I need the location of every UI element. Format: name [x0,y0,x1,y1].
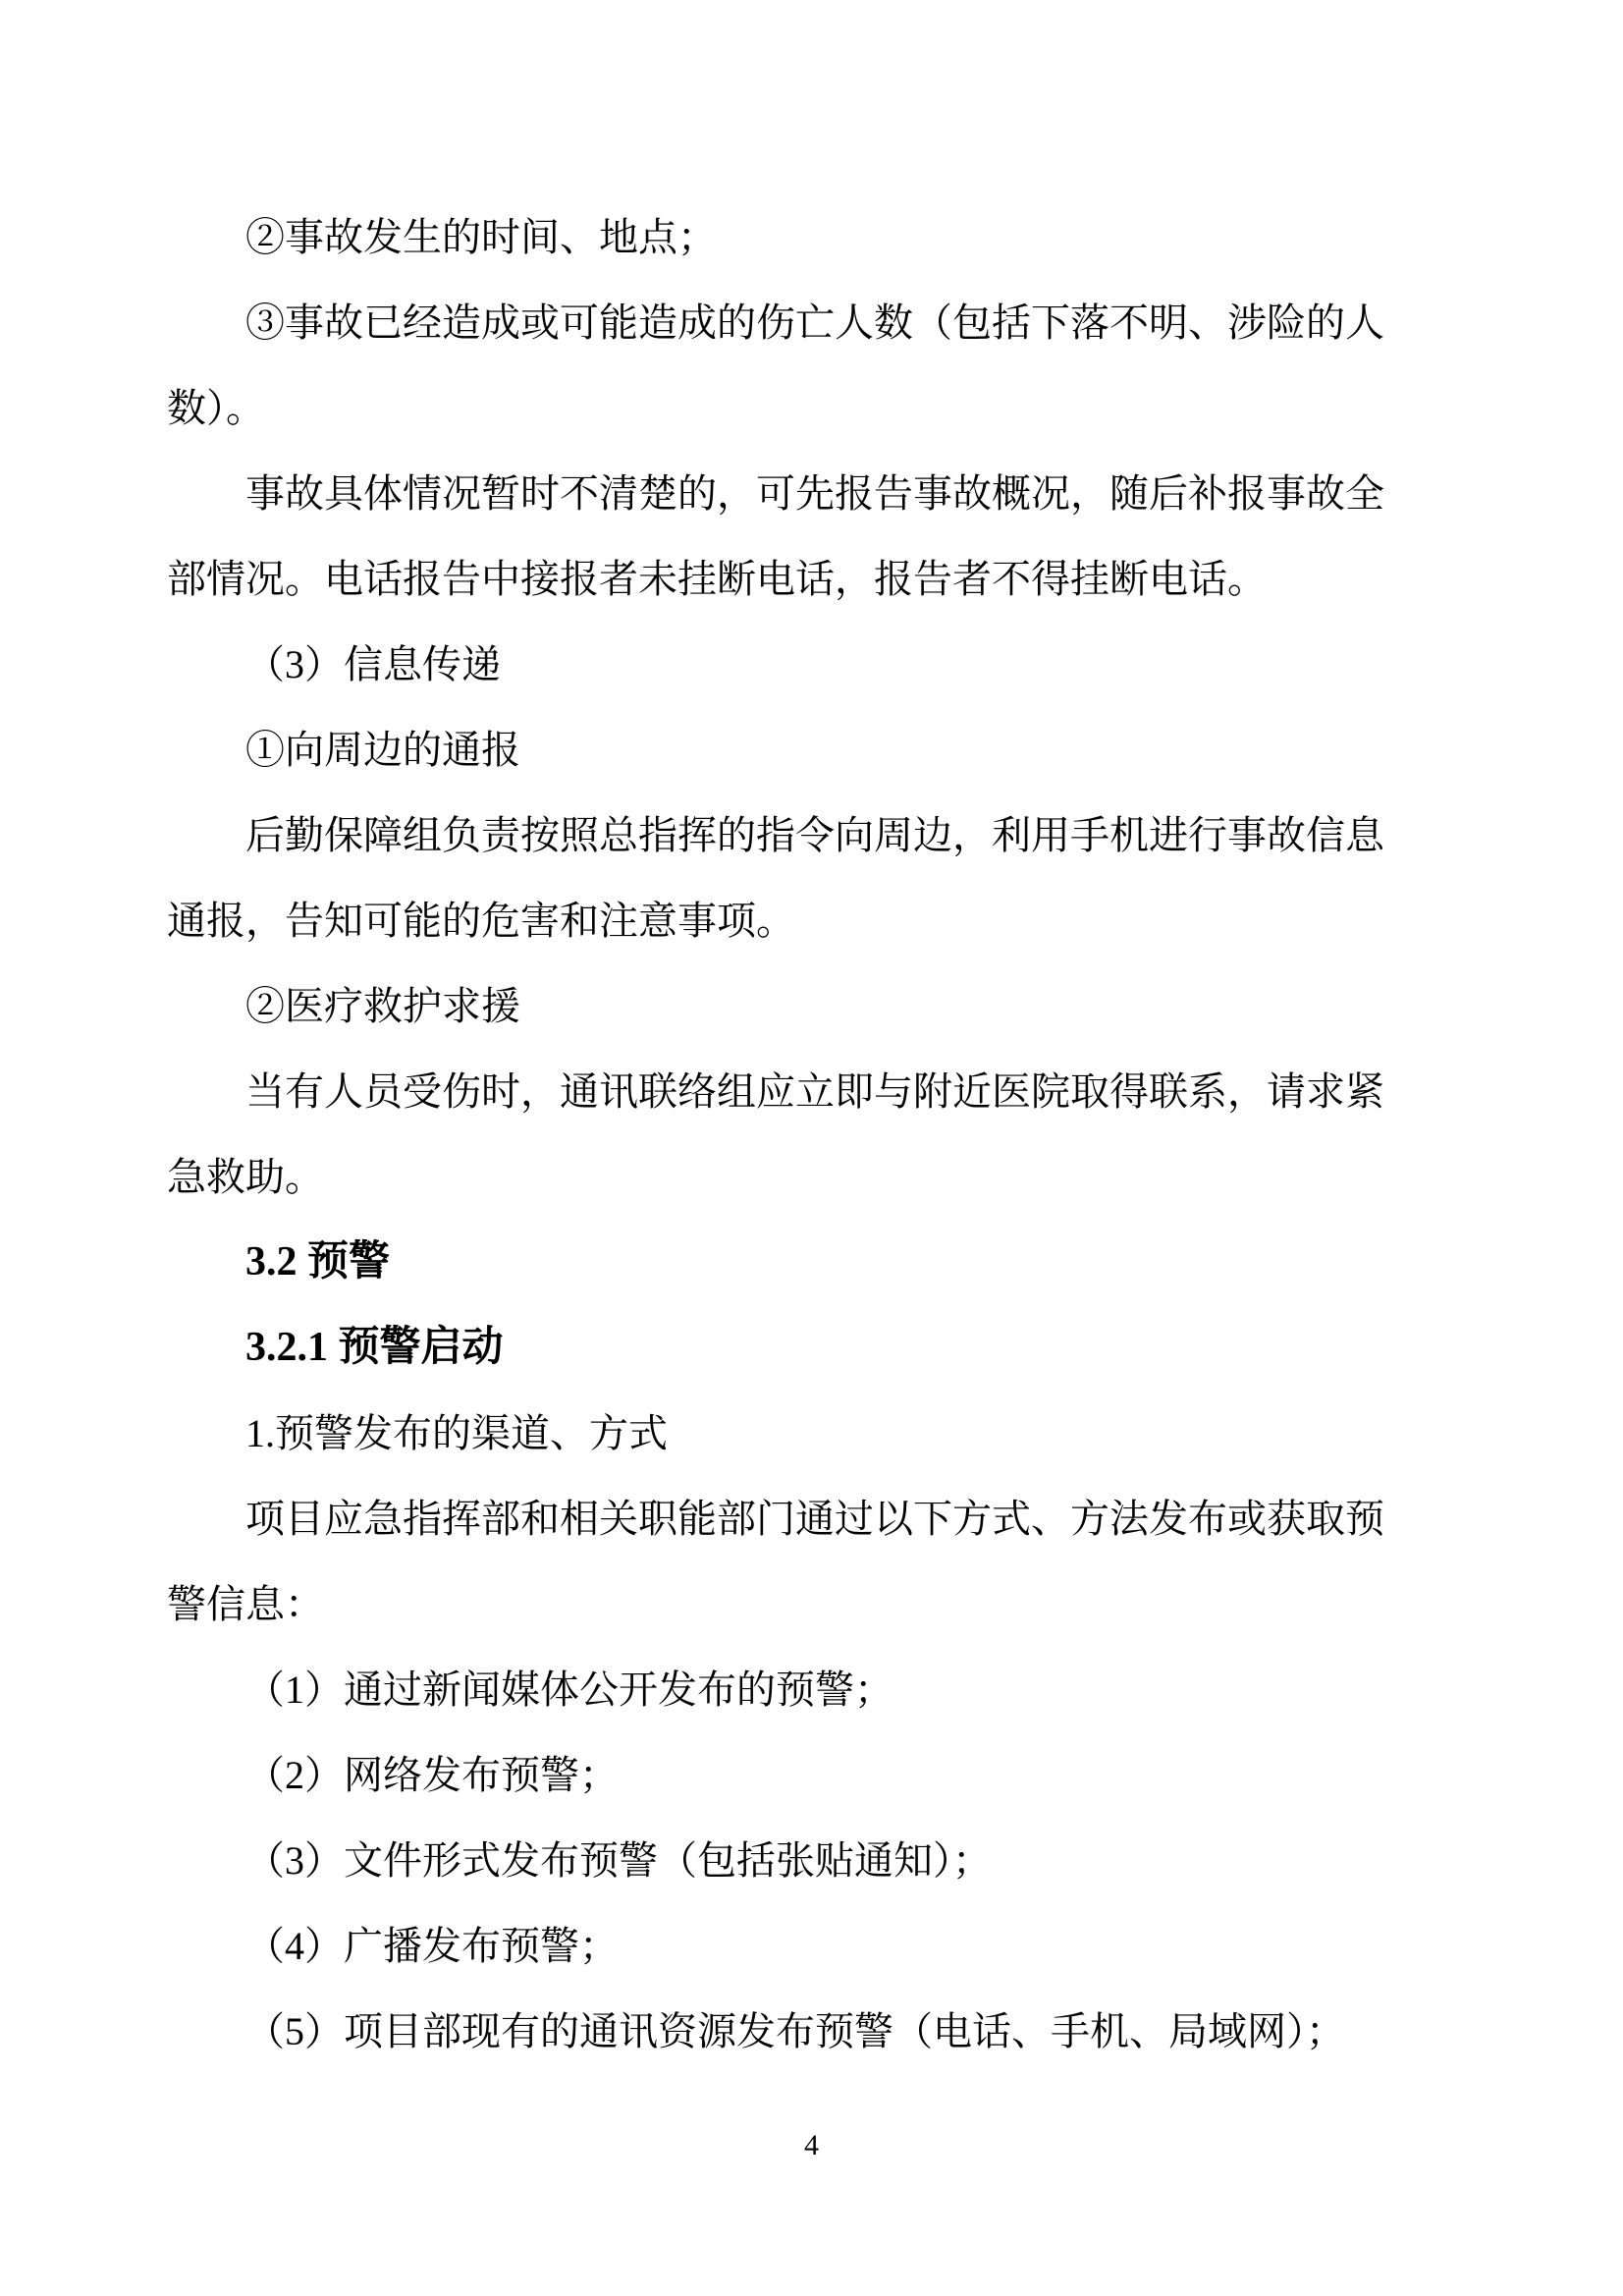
para-incomplete-report-line1: 事故具体情况暂时不清楚的，可先报告事故概况，随后补报事故全 [245,471,1384,516]
list-item-warning-document: （3）文件形式发布预警（包括张贴通知）； [245,1838,992,1883]
para-logistics-group-line2: 通报，告知可能的危害和注意事项。 [167,899,795,943]
para-warning-info-line2: 警信息： [167,1582,324,1626]
subheading-notify-surroundings: ①向周边的通报 [245,728,520,772]
list-item-casualties-line2: 数）。 [167,386,265,430]
subheading-info-transfer: （3）信息传递 [245,642,501,686]
section-heading-3-2: 3.2 预警 [245,1239,391,1285]
list-item-accident-time-place: ②事故发生的时间、地点； [245,215,717,259]
page-number: 4 [804,2129,819,2161]
subheading-warning-channels: 1.预警发布的渠道、方式 [245,1411,668,1455]
section-heading-3-2-1: 3.2.1 预警启动 [245,1325,504,1370]
para-medical-contact-line2: 急救助。 [167,1155,324,1199]
para-medical-contact-line1: 当有人员受伤时，通讯联络组应立即与附近医院取得联系，请求紧 [245,1069,1384,1114]
subheading-medical-rescue: ②医疗救护求援 [245,984,520,1028]
list-item-warning-network: （2）网络发布预警； [245,1753,619,1797]
para-warning-info-line1: 项目应急指挥部和相关职能部门通过以下方式、方法发布或获取预 [245,1497,1384,1541]
list-item-warning-telecom: （5）项目部现有的通讯资源发布预警（电话、手机、局域网）； [245,2009,1345,2053]
document-body [167,194,1483,2074]
para-logistics-group-line1: 后勤保障组负责按照总指挥的指令向周边，利用手机进行事故信息 [245,813,1384,857]
list-item-warning-broadcast: （4）广播发布预警； [245,1924,619,1968]
para-incomplete-report-line2: 部情况。电话报告中接报者未挂断电话，报告者不得挂断电话。 [167,557,1267,601]
list-item-warning-media: （1）通过新闻媒体公开发布的预警； [245,1667,893,1712]
list-item-casualties-line1: ③事故已经造成或可能造成的伤亡人数（包括下落不明、涉险的人 [245,301,1384,345]
